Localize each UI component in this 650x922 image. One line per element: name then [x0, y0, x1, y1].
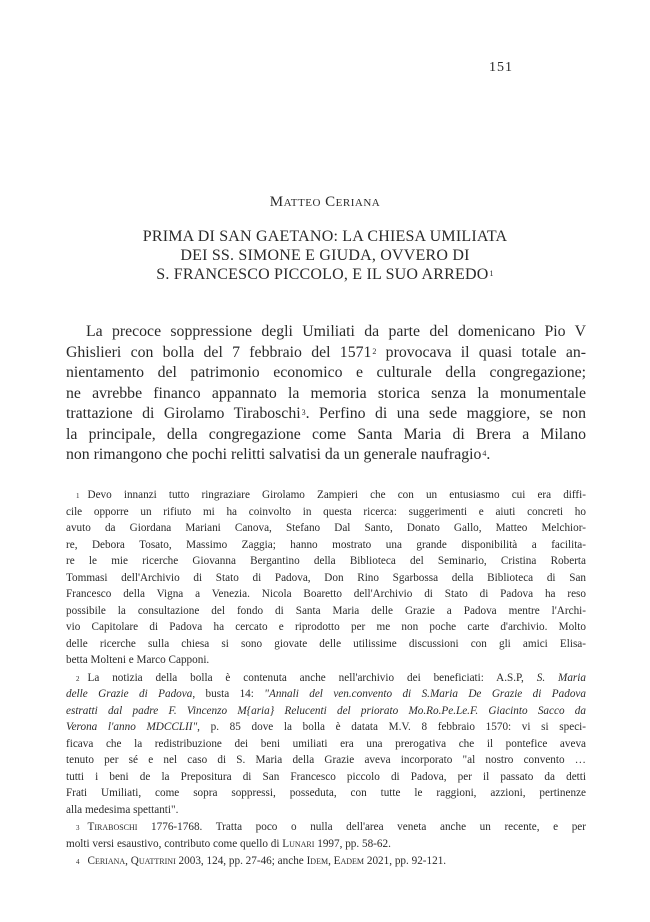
footnote-2 — [66, 670, 586, 819]
footnote-ref[interactable]: 4 — [482, 449, 487, 458]
footnote-line: Francesco della Vigna a Venezia. Nicola Boaretto dell'Archivio di Stato di Padova ha reso — [66, 588, 586, 600]
footnote-ref[interactable]: 3 — [301, 408, 306, 417]
footnote-4 — [66, 853, 586, 870]
footnote-line: avuto da Giordana Mariani Canova, Stefano Dal Santo, Donato Gallo, Matteo Melchior- — [66, 522, 586, 534]
footnote-line: tutti i beni de la Prepositura di San Francesco piccolo di Padova, per il passato da detti — [66, 770, 586, 783]
footnote-line: estratti dal padre F. Vincenzo M{aria} Relucenti del priorato Mo.Ro.Pe.Le.F. Giacinto Sacco da — [66, 704, 586, 717]
footnote-line: re le mie ricerche Giovanna Bergantino della Biblioteca del Seminario, Cristina Roberta — [66, 555, 586, 567]
body-line: la principale, della congregazione come Santa Maria di Brera a Milano — [66, 425, 586, 443]
footnote-mark: 2 — [76, 674, 80, 683]
footnote-line: vio Capitolare di Padova ha cercato e riprodotto per me non poche carte d'archivio. Molto — [66, 621, 586, 633]
body-line: La precoce soppressione degli Umiliati da parte del domenicano Pio V — [86, 323, 586, 340]
footnote-line: re, Debora Tosato, Massimo Zaggia; hanno mostrato una grande disponibilità a facilita- — [66, 538, 586, 551]
body-line: nientamento del patrimonio economico e culturale della congregazione; — [66, 364, 586, 381]
footnote-line: $^4$ Ceriana, Quattrini 2003, 124, pp. 27-46; anche Idem, Eadem 2021, pp. 92-121. — [76, 855, 447, 867]
footnote-mark: 1 — [76, 492, 80, 500]
body-line: ne avrebbe financo appannato la memoria storica senza la monumentale — [66, 384, 586, 402]
footnote-line: possibile la consultazione del fondo di Santa Maria delle Grazie a Padova mentre l'Archi- — [66, 604, 586, 617]
title-line: S. FRANCESCO PICCOLO, E IL SUO ARREDO$^1$ — [156, 266, 494, 283]
footnote-line: ficava che la redistribuzione dei beni umiliati era una prerogativa che il pontefice aveva — [66, 737, 586, 750]
footnote-line: delle Grazie di Padova, busta 14: "Annali del ven.convento di S.Maria De Grazie di Padova — [66, 688, 586, 700]
footnote-line: Tommasi dell'Archivio di Stato di Padova, Don Rino Sgarbossa della Biblioteca di San — [66, 571, 586, 584]
footnote-line: Verona l'anno MDCCLII", p. 85 dove la bolla è datata M.V. 8 febbraio 1570: vi si speci- — [66, 721, 586, 733]
body-line: Ghislieri con bolla del 7 febbraio del 1571$^2$ provocava il quasi totale an- — [66, 343, 586, 361]
footnote-line: $^3$ Tiraboschi 1776-1768. Tratta poco o nulla dell'area veneta anche un recente, e per — [76, 821, 586, 833]
footnote-line: betta Molteni e Marco Capponi. — [66, 654, 210, 666]
footnote-1 — [66, 487, 586, 669]
footnote-line: molti versi esaustivo, contributo come quello di Lunari 1997, pp. 58-62. — [66, 837, 391, 850]
author-name: Matteo Ceriana — [269, 194, 381, 210]
footnotes — [66, 487, 586, 871]
footnote-line: delle ricerche sulla chiesa si sono giovate delle utilissime discussioni con gli amici Elisa- — [66, 637, 586, 650]
footnote-line: tenuto per sé e nel caso di S. Maria della Grazie aveva incorporato "al nostro convento … — [66, 754, 586, 766]
footnote-mark: 3 — [76, 824, 80, 832]
footnote-line: cile opporre un rifiuto mi ha coinvolto in questa ricerca: suggerimenti e aiuti concreti ho — [66, 505, 586, 518]
footnote-line: alla medesima spettanti". — [66, 803, 179, 816]
article-title — [80, 227, 570, 284]
footnote-ref[interactable]: 1 — [489, 269, 494, 278]
body-line: trattazione di Girolamo Tiraboschi$^3$. Perfino di una sede maggiore, se non — [66, 405, 586, 422]
footnote-line: $^1$ Devo innanzi tutto ringraziare Girolamo Zampieri che con un entusiasmo cui era diffi- — [76, 489, 586, 501]
page-number: 151 — [489, 60, 513, 75]
footnote-line: $^2$ La notizia della bolla è contenuta anche nell'archivio dei beneficiati: A.S.P, S. Maria — [76, 671, 586, 684]
footnote-ref[interactable]: 2 — [372, 346, 377, 356]
title-line: DEI SS. SIMONE E GIUDA, OVVERO DI — [180, 247, 470, 264]
footnote-line: Frati Umiliati, come sopra soppressi, posseduta, con tutte le raggioni, azzioni, pertinenze — [66, 787, 586, 799]
body-line: non rimangono che pochi relitti salvatisi da un generale naufragio$^4$. — [66, 446, 491, 463]
footnote-mark: 4 — [76, 858, 80, 866]
footnote-3 — [66, 819, 586, 852]
body-paragraph — [66, 322, 586, 466]
title-line: PRIMA DI SAN GAETANO: LA CHIESA UMILIATA — [142, 228, 508, 245]
